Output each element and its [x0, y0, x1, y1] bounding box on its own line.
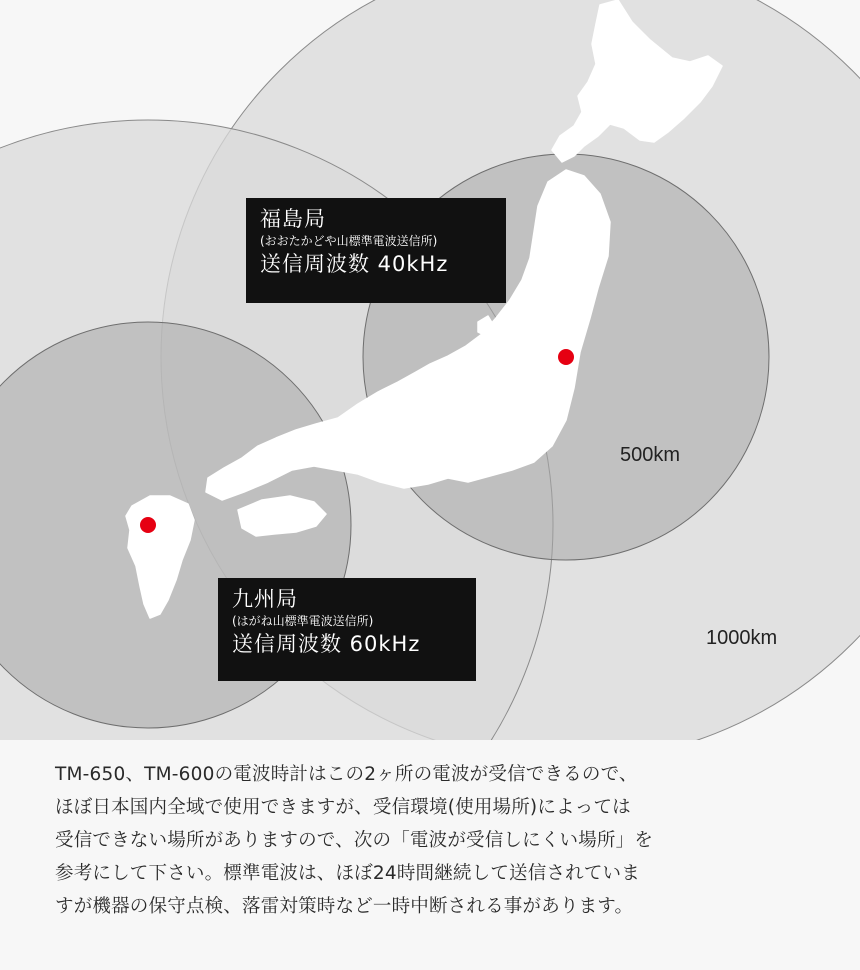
kyushu-station-subtitle: (はがね山標準電波送信所): [232, 614, 374, 628]
kyushu-station-label: [218, 578, 476, 681]
description-line-5: すが機器の保守点検、落雷対策時など一時中断される事があります。: [55, 896, 634, 917]
description-line-1: TM-650、TM-600の電波時計はこの2ヶ所の電波が受信できるので、: [55, 764, 638, 785]
range-label-500km: 500km: [620, 444, 681, 466]
description-line-2: ほぼ日本国内全域で使用できますが、受信環境(使用場所)によっては: [55, 797, 631, 818]
kyushu-station-frequency: 送信周波数 60kHz: [232, 632, 421, 656]
fukushima-station-label: [246, 198, 506, 303]
fukushima-station-subtitle: (おおたかどや山標準電波送信所): [260, 234, 438, 248]
fukushima-transmitter-dot: [558, 349, 574, 365]
fukushima-station-frequency: 送信周波数 40kHz: [260, 252, 449, 276]
kyushu-station-name: 九州局: [232, 587, 298, 611]
description-paragraph: [55, 758, 825, 923]
description-line-4: 参考にして下さい。標準電波は、ほぼ24時間継続して送信されていま: [55, 863, 640, 884]
kyushu-transmitter-dot: [140, 517, 156, 533]
fukushima-station-name: 福島局: [260, 207, 326, 231]
range-label-1000km: 1000km: [706, 627, 778, 649]
description-line-3: 受信できない場所がありますので、次の「電波が受信しにくい場所」を: [55, 830, 654, 851]
